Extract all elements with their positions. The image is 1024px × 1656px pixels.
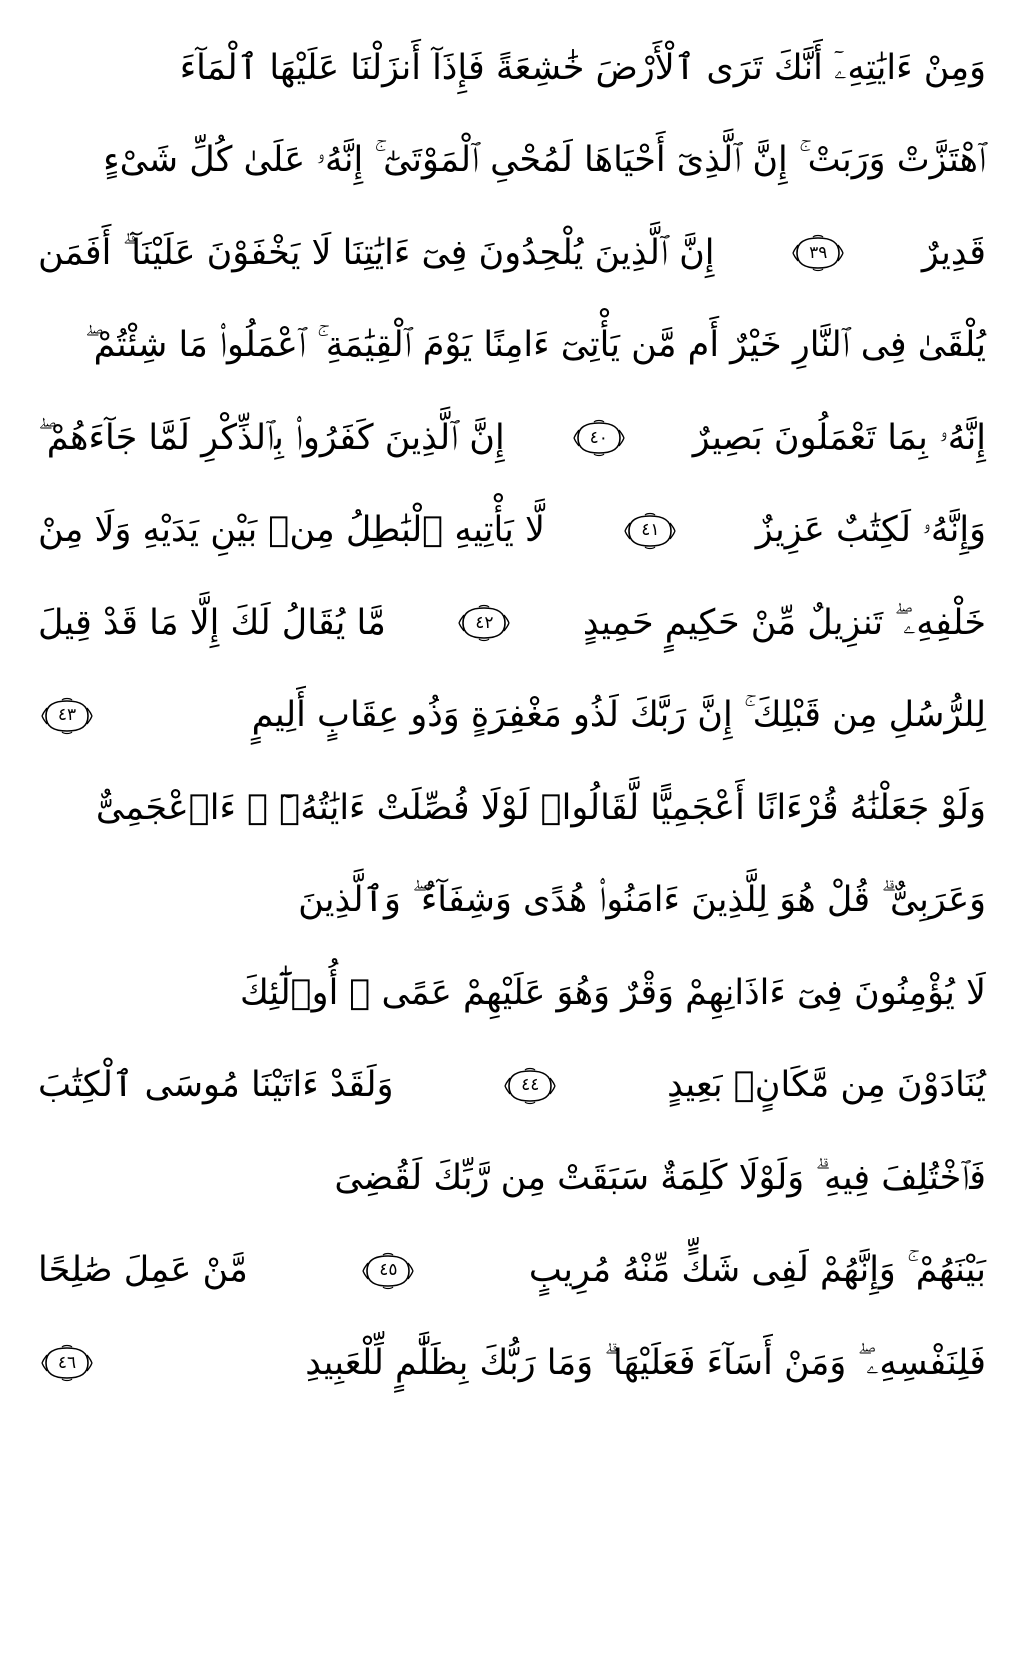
ayah-number: ٤٢	[475, 612, 494, 633]
verse-text: بَيْنَهُمْ ۚ وَإِنَّهُمْ لَفِى شَكٍّ مِّنْهُ مُرِيبٍ	[528, 1250, 986, 1291]
ayah-number-marker	[455, 604, 513, 642]
verse-text: وَمِنْ ءَايَٰتِهِۦٓ أَنَّكَ تَرَى ٱلْأَرْضَ خَٰشِعَةً فَإِذَآ أَنزَلْنَا عَلَيْهَا ٱلْمَآءَ	[179, 47, 986, 88]
verse-text: وَعَرَبِىٌّ ۗ قُلْ هُوَ لِلَّذِينَ ءَامَنُوا۟ هُدًى وَشِفَآءٌ ۖ وَٱلَّذِينَ	[298, 880, 986, 921]
verse-text: يُنَادَوْنَ مِن مَّكَانٍۭ بَعِيدٍ	[667, 1065, 986, 1106]
verse-line	[38, 485, 986, 578]
verse-text: وَلَقَدْ ءَاتَيْنَا مُوسَى ٱلْكِتَٰبَ	[38, 1065, 394, 1106]
verse-line	[38, 577, 986, 670]
verse-text: ٱهْتَزَّتْ وَرَبَتْ ۚ إِنَّ ٱلَّذِىٓ أَحْيَاهَا لَمُحْىِ ٱلْمَوْتَىٰٓ ۚ إِنَّهُۥ عَلَىٰ كُلِّ شَىْءٍ	[103, 140, 986, 181]
verse-line	[38, 22, 986, 115]
verse-line	[38, 855, 986, 948]
verse-line	[38, 762, 986, 855]
verse-text: قَدِيرٌ	[921, 232, 986, 273]
verse-lines	[38, 22, 986, 1410]
verse-text: إِنَّ ٱلَّذِينَ كَفَرُوا۟ بِٱلذِّكْرِ لَمَّا جَآءَهُمْ ۖ	[38, 417, 505, 458]
verse-text: فَٱخْتُلِفَ فِيهِ ۗ وَلَوْلَا كَلِمَةٌ سَبَقَتْ مِن رَّبِّكَ لَقُضِىَ	[334, 1157, 986, 1198]
verse-line	[38, 207, 986, 300]
verse-line	[38, 947, 986, 1040]
verse-line	[38, 392, 986, 485]
verse-text: وَلَوْ جَعَلْنَٰهُ قُرْءَانًا أَعْجَمِيًّا لَّقَالُوا۟ لَوْلَا فُصِّلَتْ ءَايَٰتُهُۥٓ ۖ ءَا۬عْجَمِىٌّ	[95, 787, 986, 828]
ayah-number-marker	[789, 234, 847, 272]
verse-text: خَلْفِهِۦ ۖ تَنزِيلٌ مِّنْ حَكِيمٍ حَمِيدٍ	[582, 602, 986, 643]
verse-text: إِنَّهُۥ بِمَا تَعْمَلُونَ بَصِيرٌ	[692, 417, 986, 458]
verse-text: إِنَّ ٱلَّذِينَ يُلْحِدُونَ فِىٓ ءَايَٰتِنَا لَا يَخْفَوْنَ عَلَيْنَآ ۗ أَفَمَن	[38, 232, 715, 273]
ayah-number-marker	[359, 1252, 417, 1290]
verse-text: فَلِنَفْسِهِۦ ۖ وَمَنْ أَسَآءَ فَعَلَيْهَا ۗ وَمَا رَبُّكَ بِظَلَّٰمٍ لِّلْعَبِيدِ	[305, 1342, 986, 1383]
ayah-number-marker	[621, 512, 679, 550]
verse-line	[38, 300, 986, 393]
ayah-number: ٤١	[641, 520, 660, 541]
ayah-number-marker	[501, 1067, 559, 1105]
verse-text: لَّا يَأْتِيهِ ٱلْبَٰطِلُ مِنۢ بَيْنِ يَدَيْهِ وَلَا مِنْ	[38, 510, 545, 551]
ayah-number-marker	[38, 697, 96, 735]
verse-line	[38, 1132, 986, 1225]
ayah-number: ٤٦	[57, 1352, 77, 1373]
ayah-number: ٤٥	[379, 1260, 398, 1281]
verse-text: لَا يُؤْمِنُونَ فِىٓ ءَاذَانِهِمْ وَقْرٌ وَهُوَ عَلَيْهِمْ عَمًى ۚ أُو۟لَٰٓئِكَ	[239, 972, 986, 1013]
ayah-number-marker	[38, 1344, 96, 1382]
verse-text: لِلرُّسُلِ مِن قَبْلِكَ ۚ إِنَّ رَبَّكَ لَذُو مَغْفِرَةٍ وَذُو عِقَابٍ أَلِيمٍ	[251, 695, 986, 736]
ayah-number-marker	[570, 419, 628, 457]
verse-text: يُلْقَىٰ فِى ٱلنَّارِ خَيْرٌ أَم مَّن يَأْتِىٓ ءَامِنًا يَوْمَ ٱلْقِيَٰمَةِ ۚ ٱعْمَلُوا۟ مَا شِئْتُمْ ۖ	[84, 325, 986, 366]
verse-line	[38, 1040, 986, 1133]
ayah-number: ٣٩	[809, 242, 828, 263]
verse-text: مَّنْ عَمِلَ صَٰلِحًا	[38, 1250, 248, 1291]
ayah-number: ٤٣	[57, 705, 77, 726]
verse-line	[38, 115, 986, 208]
ayah-number: ٤٤	[521, 1075, 540, 1096]
ayah-number: ٤٠	[589, 427, 608, 448]
verse-line	[38, 1225, 986, 1318]
verse-text: وَإِنَّهُۥ لَكِتَٰبٌ عَزِيزٌ	[755, 510, 986, 551]
verse-line	[38, 670, 986, 763]
verse-text: مَّا يُقَالُ لَكَ إِلَّا مَا قَدْ قِيلَ	[38, 602, 386, 643]
verse-line	[38, 1317, 986, 1410]
